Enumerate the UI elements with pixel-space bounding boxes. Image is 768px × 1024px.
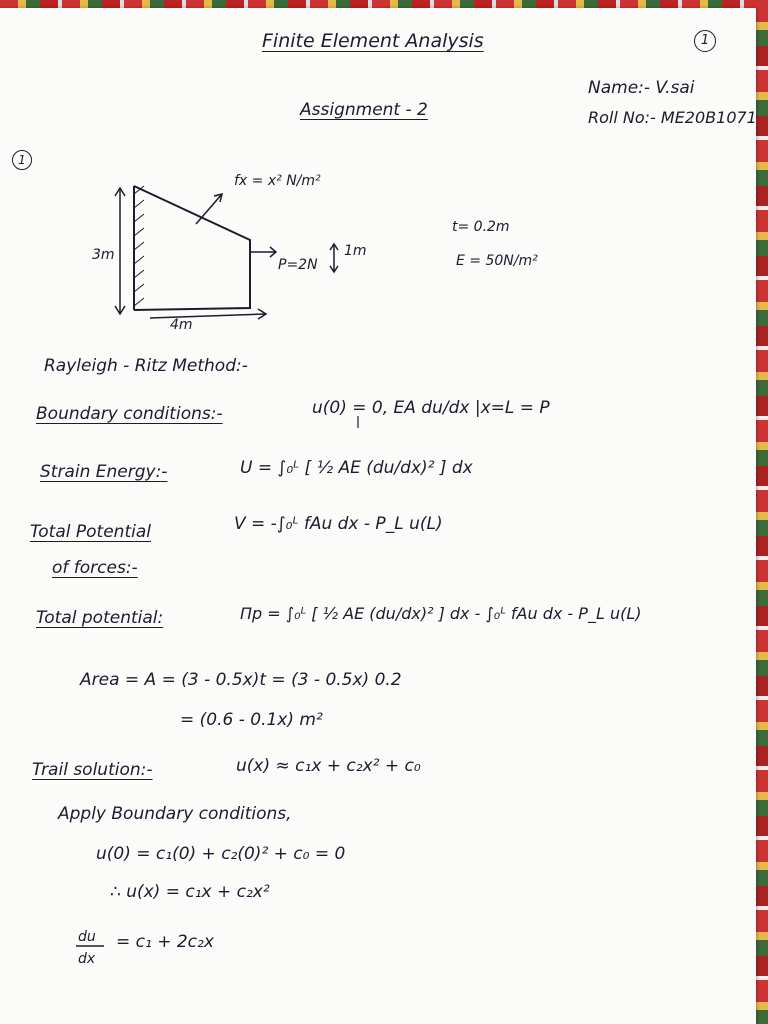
tablecloth-right (754, 0, 768, 1024)
question-number: 1 (12, 150, 32, 170)
derivative-denominator: dx (78, 951, 96, 967)
derivative-value: = c₁ + 2c₂x (116, 932, 214, 952)
bc-value: u(0) = 0, EA du/dx |x=L = P (312, 398, 550, 418)
area-line-2: = (0.6 - 0.1x) m² (180, 710, 323, 730)
thickness-label: t= 0.2m (452, 219, 510, 235)
bc-label: Boundary conditions:- (36, 404, 223, 424)
end-height-label: 1m (344, 243, 367, 259)
point-load-label: P=2N (278, 257, 318, 273)
area-line-1: Area = A = (3 - 0.5x)t = (3 - 0.5x) 0.2 (80, 670, 402, 690)
method-heading: Rayleigh - Ritz Method:- (44, 356, 248, 376)
apply-bc-value: u(0) = c₁(0) + c₂(0)² + c₀ = 0 (96, 844, 346, 864)
notebook-page (0, 8, 756, 1024)
trail-solution-value: u(x) ≈ c₁x + c₂x² + c₀ (236, 756, 421, 776)
strain-energy-value: U = ∫₀ᴸ [ ½ AE (du/dx)² ] dx (240, 458, 473, 478)
potential-label-line-2: of forces:- (52, 558, 138, 578)
trail-solution-label: Trail solution:- (32, 760, 153, 780)
apply-bc-heading: Apply Boundary conditions, (58, 804, 292, 824)
distributed-load-label: fx = x² N/m² (234, 173, 321, 189)
derivative-numerator: du (78, 929, 96, 945)
height-label: 3m (92, 247, 115, 263)
total-potential-value: Πp = ∫₀ᴸ [ ½ AE (du/dx)² ] dx - ∫₀ᴸ fAu dx - P_L u(L) (240, 604, 642, 623)
strain-energy-label: Strain Energy:- (40, 462, 168, 482)
length-label: 4m (170, 317, 193, 333)
page-title: Finite Element Analysis (262, 30, 484, 52)
assignment-heading: Assignment - 2 (300, 100, 428, 120)
modulus-label: E = 50N/m² (456, 253, 538, 269)
therefore-line: ∴ u(x) = c₁x + c₂x² (110, 882, 270, 902)
potential-label-line-1: Total Potential (30, 522, 151, 542)
student-name: Name:- V.sai (588, 78, 695, 98)
page-number-badge: 1 (694, 30, 716, 52)
total-potential-label: Total potential: (36, 608, 164, 628)
potential-value: V = -∫₀ᴸ fAu dx - P_L u(L) (234, 514, 443, 534)
roll-number: Roll No:- ME20B1071 (588, 108, 757, 127)
